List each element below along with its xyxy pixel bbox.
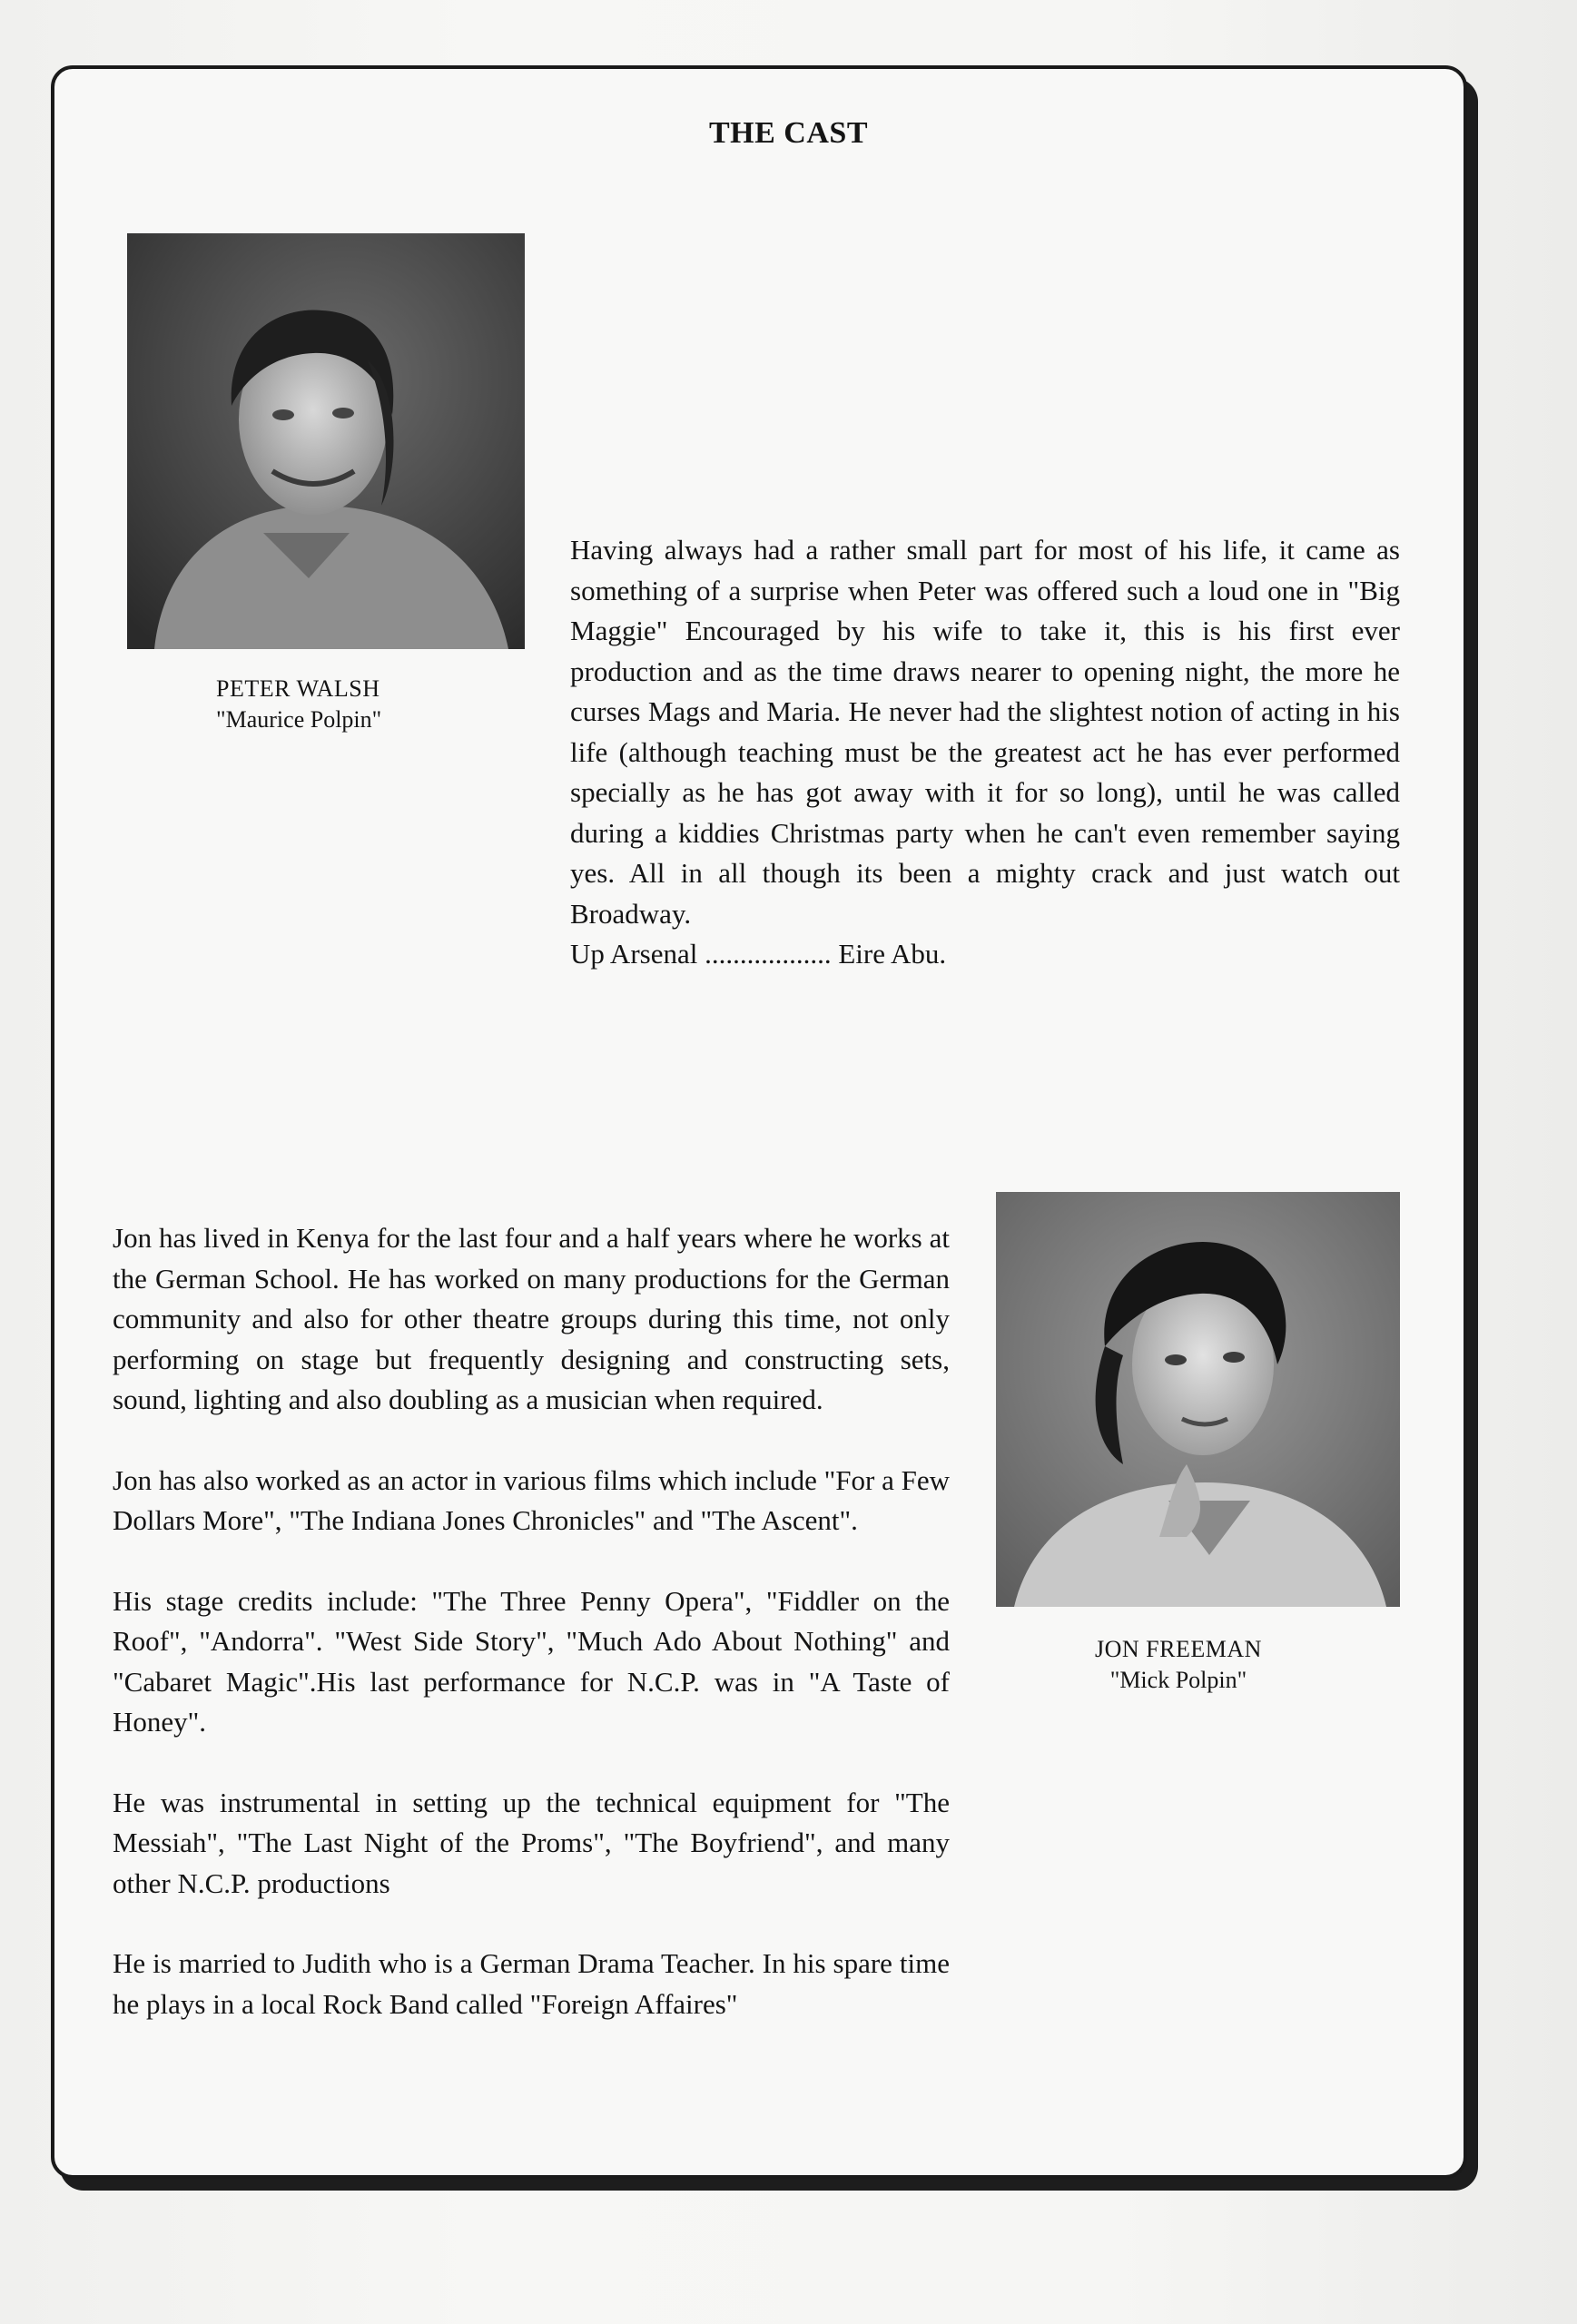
peter-walsh-bio-paragraph: Having always had a rather small part for most of his life, it came as something of a surprise when Peter was offered such a loud one in "Big Maggie" Encouraged by his wife to take it, this is his first ever production and as the time draws nearer to opening night, the more he curses Mags and Maria. He never had the slightest notion of acting in his life (although teaching must be the greatest act he has ever performed specially as he has got away with it for so long), until he was called during a kiddies Christmas party when he can't even remember saying yes. All in all though its been a mighty crack and just watch out Broadway. [570, 534, 1400, 930]
peter-walsh-caption [216, 674, 381, 735]
jon-freeman-bio-paragraph: Jon has lived in Kenya for the last four and a half years where he works at the German School. He has worked on many productions for the German community and also for other theatre groups during this time, not only performing on stage but frequently designing and constructing sets, sound, lighting and also doubling as a musician when required. [113, 1222, 950, 1415]
jon-freeman-role: "Mick Polpin" [1109, 1667, 1247, 1693]
jon-freeman-photo [996, 1192, 1400, 1607]
peter-walsh-name: PETER WALSH [216, 675, 380, 702]
jon-freeman-caption [1095, 1634, 1262, 1696]
peter-walsh-photo [127, 233, 525, 649]
peter-walsh-role: "Maurice Polpin" [216, 706, 382, 733]
jon-freeman-name: JON FREEMAN [1095, 1636, 1262, 1662]
jon-freeman-bio-paragraph: He is married to Judith who is a German Drama Teacher. In his spare time he plays in a local Rock Band called "Foreign Affaires" [113, 1947, 950, 2020]
peter-walsh-bio-signoff: Up Arsenal .................. Eire Abu. [570, 938, 947, 970]
jon-freeman-bio-paragraph: He was instrumental in setting up the technical equipment for "The Messiah", "The Last Night of the Proms", "The Boyfriend", and many other N.C.P. productions [113, 1786, 950, 1899]
jon-freeman-bio [113, 1218, 950, 2024]
portrait-photo-icon [996, 1192, 1400, 1607]
peter-walsh-bio [570, 530, 1400, 975]
jon-freeman-bio-paragraph: Jon has also worked as an actor in various films which include "For a Few Dollars More", "The Indiana Jones Chronicles" and "The Ascent". [113, 1463, 950, 1536]
jon-freeman-bio-paragraph: His stage credits include: "The Three Penny Opera", "Fiddler on the Roof", "Andorra". "West Side Story", "Much Ado About Nothing" and "Cabaret Magic".His last performance for N.C.P. was in "A Taste of Honey". [113, 1584, 950, 1738]
page-title: THE CAST [709, 116, 868, 150]
portrait-photo-icon [127, 233, 525, 649]
